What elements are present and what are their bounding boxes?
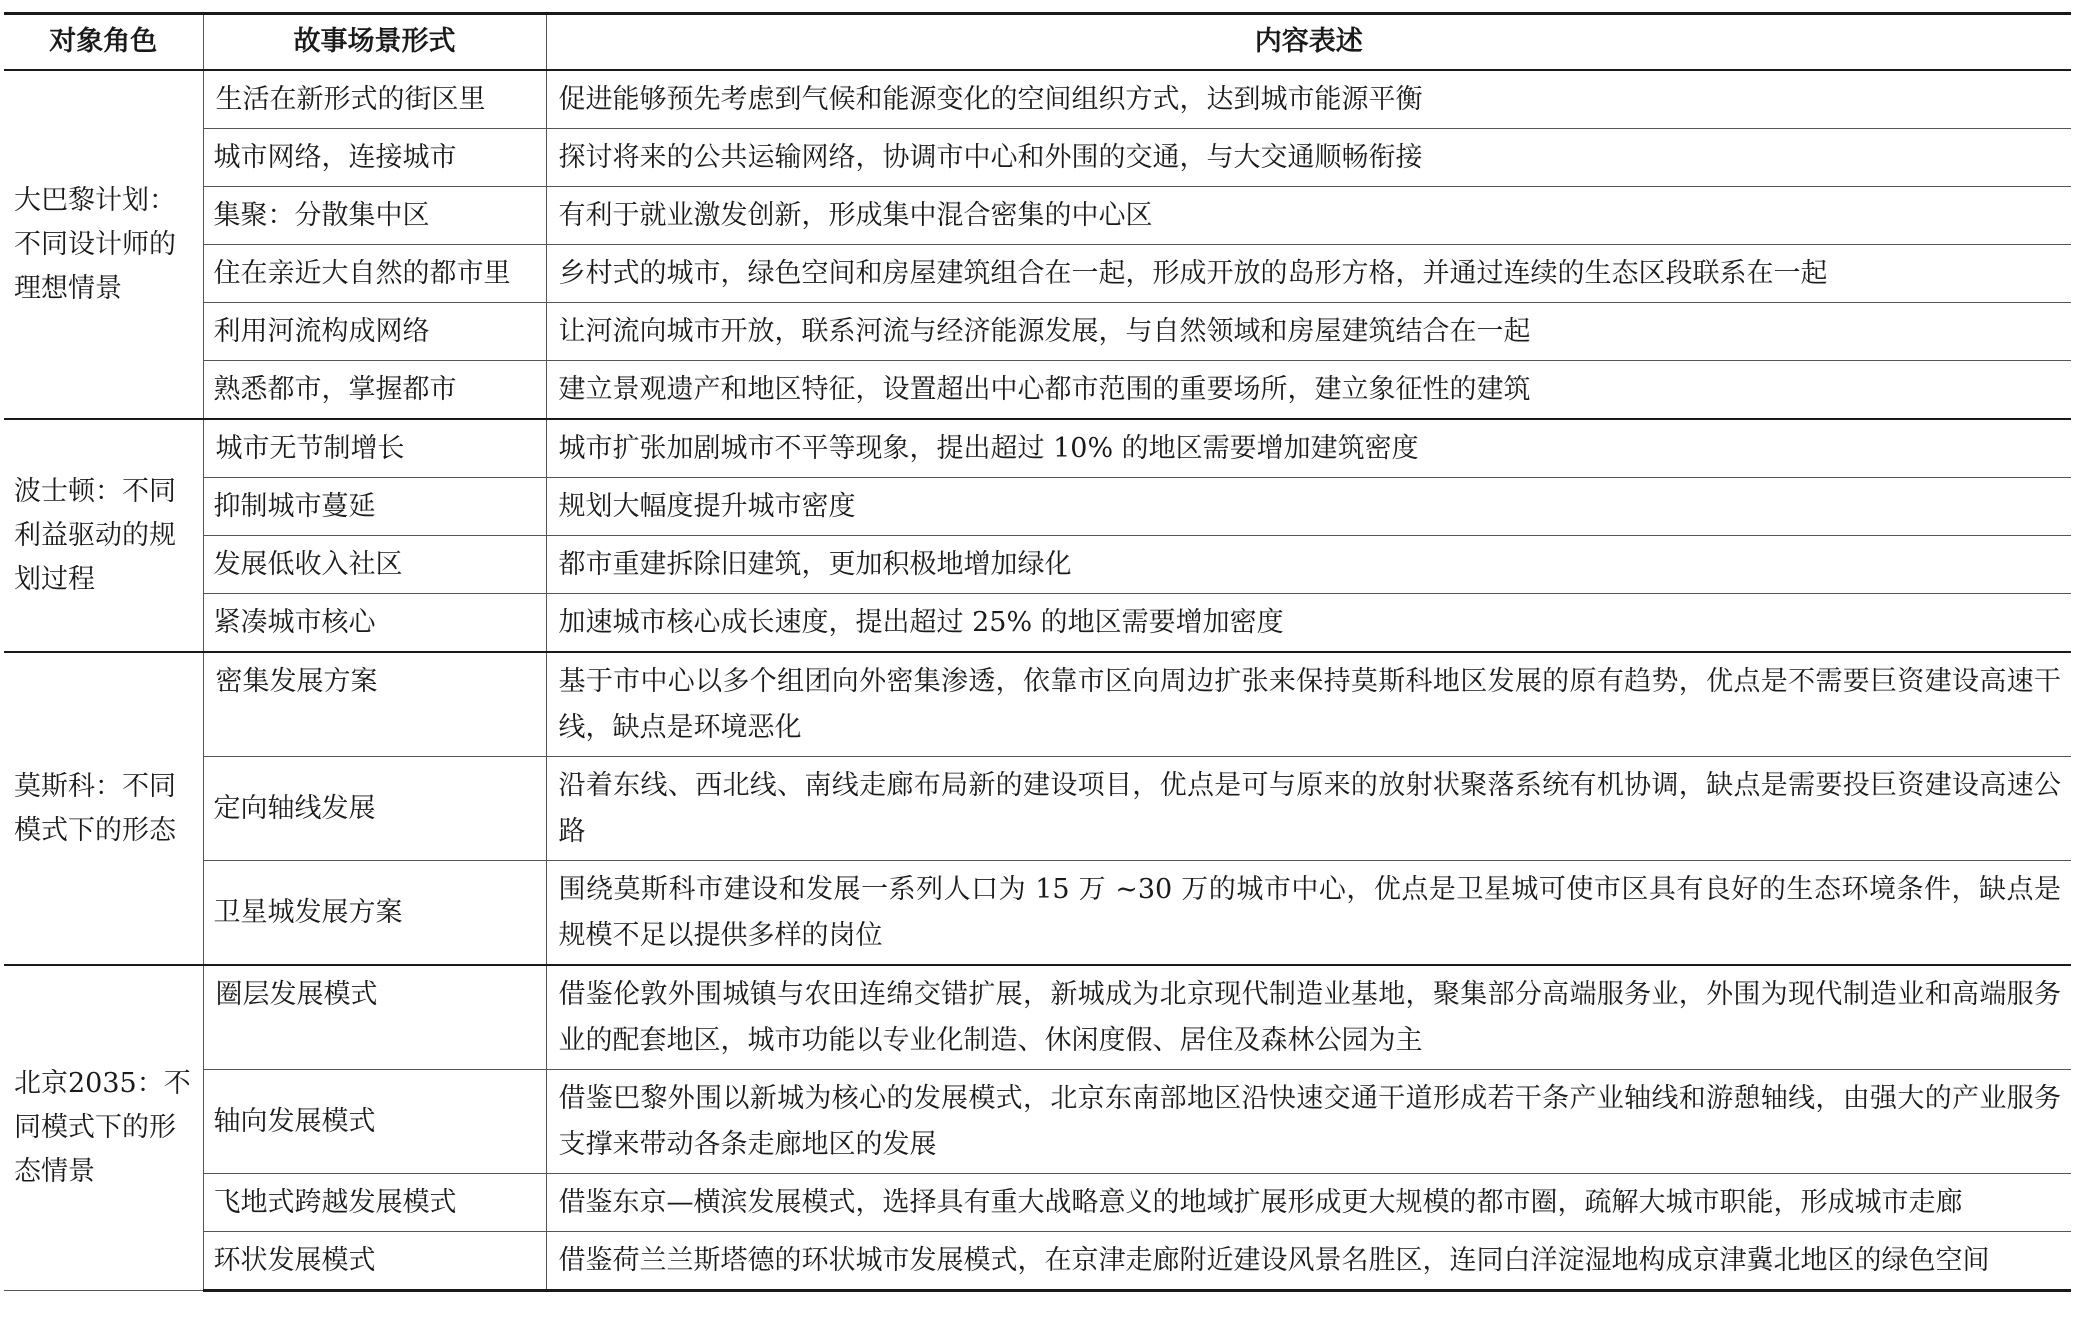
scenario-form-cell: 住在亲近大自然的都市里: [203, 245, 546, 303]
scenario-form-cell: 城市无节制增长: [203, 419, 546, 478]
role-cell: 波士顿：不同利益驱动的规划过程: [4, 419, 203, 652]
content-cell: 借鉴东京—横滨发展模式，选择具有重大战略意义的地域扩展形成更大规模的都市圈，疏解大城市职能，形成城市走廊: [546, 1174, 2071, 1232]
scenario-form-cell: 飞地式跨越发展模式: [203, 1174, 546, 1232]
content-cell: 借鉴荷兰兰斯塔德的环状城市发展模式，在京津走廊附近建设风景名胜区，连同白洋淀湿地构成京津冀北地区的绿色空间: [546, 1232, 2071, 1291]
table-header: [4, 14, 2071, 71]
header-role: 对象角色: [4, 14, 203, 71]
content-cell: 让河流向城市开放，联系河流与经济能源发展，与自然领域和房屋建筑结合在一起: [546, 303, 2071, 361]
scenario-form-cell: 城市网络，连接城市: [203, 129, 546, 187]
header-content: 内容表述: [546, 14, 2071, 71]
content-cell: 借鉴巴黎外围以新城为核心的发展模式，北京东南部地区沿快速交通干道形成若干条产业轴线和游憩轴线，由强大的产业服务支撑来带动各条走廊地区的发展: [546, 1070, 2071, 1174]
content-cell: 基于市中心以多个组团向外密集渗透，依靠市区向周边扩张来保持莫斯科地区发展的原有趋势，优点是不需要巨资建设高速干线，缺点是环境恶化: [546, 652, 2071, 757]
table-row: [4, 478, 2071, 536]
scenario-form-cell: 卫星城发展方案: [203, 861, 546, 966]
table-row: [4, 536, 2071, 594]
scenario-form-cell: 生活在新形式的街区里: [203, 70, 546, 129]
content-cell: 有利于就业激发创新，形成集中混合密集的中心区: [546, 187, 2071, 245]
table-row: [4, 1174, 2071, 1232]
table-row: [4, 965, 2071, 1070]
table-row: [4, 187, 2071, 245]
role-cell: 北京2035：不同模式下的形态情景: [4, 965, 203, 1291]
role-cell: 大巴黎计划：不同设计师的理想情景: [4, 70, 203, 419]
content-cell: 加速城市核心成长速度，提出超过 25% 的地区需要增加密度: [546, 594, 2071, 653]
content-cell: 规划大幅度提升城市密度: [546, 478, 2071, 536]
table-row: [4, 861, 2071, 966]
table-row: [4, 652, 2071, 757]
scenario-form-cell: 定向轴线发展: [203, 757, 546, 861]
scenario-form-cell: 轴向发展模式: [203, 1070, 546, 1174]
scenario-form-cell: 环状发展模式: [203, 1232, 546, 1291]
content-cell: 探讨将来的公共运输网络，协调市中心和外围的交通，与大交通顺畅衔接: [546, 129, 2071, 187]
table-body: [4, 70, 2071, 1291]
scenario-form-cell: 利用河流构成网络: [203, 303, 546, 361]
content-cell: 乡村式的城市，绿色空间和房屋建筑组合在一起，形成开放的岛形方格，并通过连续的生态区段联系在一起: [546, 245, 2071, 303]
header-row: [4, 14, 2071, 71]
scenario-form-cell: 圈层发展模式: [203, 965, 546, 1070]
scenario-form-cell: 集聚：分散集中区: [203, 187, 546, 245]
content-cell: 促进能够预先考虑到气候和能源变化的空间组织方式，达到城市能源平衡: [546, 70, 2071, 129]
scenario-table: [4, 12, 2071, 1292]
content-cell: 建立景观遗产和地区特征，设置超出中心都市范围的重要场所，建立象征性的建筑: [546, 361, 2071, 420]
content-cell: 城市扩张加剧城市不平等现象，提出超过 10% 的地区需要增加建筑密度: [546, 419, 2071, 478]
table-row: [4, 594, 2071, 653]
table-row: [4, 361, 2071, 420]
content-cell: 借鉴伦敦外围城镇与农田连绵交错扩展，新城成为北京现代制造业基地，聚集部分高端服务业，外围为现代制造业和高端服务业的配套地区，城市功能以专业化制造、休闲度假、居住及森林公园为主: [546, 965, 2071, 1070]
content-cell: 沿着东线、西北线、南线走廊布局新的建设项目，优点是可与原来的放射状聚落系统有机协调，缺点是需要投巨资建设高速公路: [546, 757, 2071, 861]
content-cell: 围绕莫斯科市建设和发展一系列人口为 15 万 ~30 万的城市中心，优点是卫星城可使市区具有良好的生态环境条件，缺点是规模不足以提供多样的岗位: [546, 861, 2071, 966]
scenario-form-cell: 熟悉都市，掌握都市: [203, 361, 546, 420]
table-row: [4, 1070, 2071, 1174]
header-scenario-form: 故事场景形式: [203, 14, 546, 71]
scenario-form-cell: 紧凑城市核心: [203, 594, 546, 653]
scenario-form-cell: 密集发展方案: [203, 652, 546, 757]
role-cell: 莫斯科：不同模式下的形态: [4, 652, 203, 965]
table-row: [4, 303, 2071, 361]
table-row: [4, 757, 2071, 861]
table-row: [4, 1232, 2071, 1291]
content-cell: 都市重建拆除旧建筑，更加积极地增加绿化: [546, 536, 2071, 594]
scenario-form-cell: 抑制城市蔓延: [203, 478, 546, 536]
table-row: [4, 245, 2071, 303]
table-row: [4, 70, 2071, 129]
table-row: [4, 129, 2071, 187]
scenario-form-cell: 发展低收入社区: [203, 536, 546, 594]
table-row: [4, 419, 2071, 478]
